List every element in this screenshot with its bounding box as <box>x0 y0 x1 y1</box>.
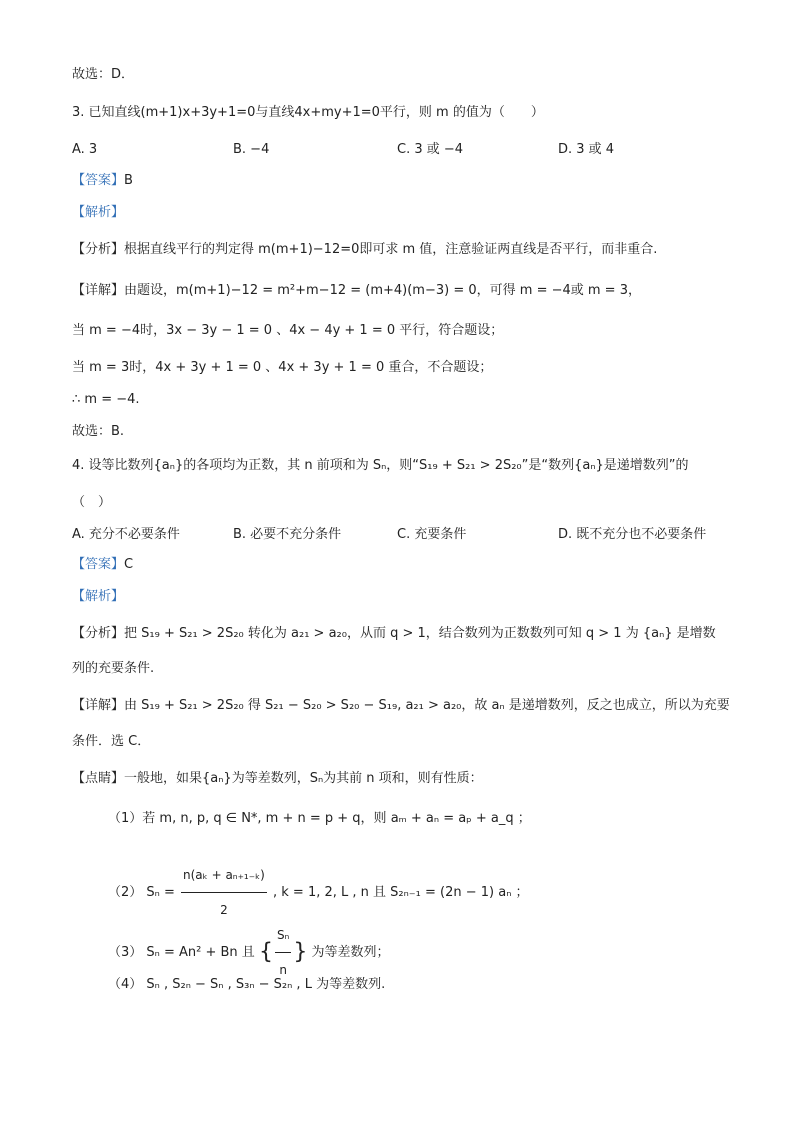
fraction-numerator: n(aₖ + aₙ₊₁₋ₖ) <box>181 858 267 893</box>
q3-answer-row <box>72 172 133 190</box>
fraction-numerator: Sₙ <box>275 918 291 953</box>
question-4-stem-line-1: 4. 设等比数列{aₙ}的各项均为正数，其 n 前项和为 Sₙ，则“S₁₉ + S₂₁ > 2S₂₀”是“数列{aₙ}是递增数列”的 <box>72 458 689 473</box>
q4-xiangjie-row-2: 条件．选 C． <box>72 734 151 749</box>
q4-option-c: C. 充要条件 <box>397 527 467 542</box>
q3-xiangjie-row <box>72 282 641 300</box>
property-2-fraction <box>181 858 267 927</box>
q4-xiangjie-text-1: 由 S₁₉ + S₂₁ > 2S₂₀ 得 S₂₁ − S₂₀ > S₂₀ − S₁₉, a₂₁ > a₂₀，故 aₙ 是递增数列，反之也成立，所以为充要 <box>124 698 730 713</box>
xiangjie-tag: 【详解】 <box>72 283 125 298</box>
q3-fenxi-text: 根据直线平行的判定得 m(m+1)−12=0即可求 m 值，注意验证两直线是否平行，而非重合. <box>124 242 658 257</box>
fenxi-tag: 【分析】 <box>72 626 125 641</box>
answer-tag: 【答案】 <box>72 173 125 188</box>
fraction-denominator: 2 <box>220 903 228 917</box>
q3-fenxi-row <box>72 241 657 259</box>
q3-case-2: 当 m = 3时，4x + 3y + 1 = 0 、4x + 3y + 1 = 0 重合，不合题设； <box>72 360 493 375</box>
q4-xiangjie-row-1 <box>72 697 730 715</box>
q3-choice: 故选：B. <box>72 424 125 439</box>
question-4-stem-line-2: （ ） <box>72 495 112 510</box>
q3-option-b: B. −4 <box>233 142 270 157</box>
property-2-suffix: , k = 1, 2, L , n 且 S₂ₙ₋₁ = (2n − 1) aₙ ； <box>273 885 529 900</box>
q4-fenxi-row-1 <box>72 625 716 643</box>
q3-answer: B <box>124 173 133 188</box>
dianjing-tag: 【点睛】 <box>72 771 125 786</box>
q3-option-c: C. 3 或 −4 <box>397 142 464 157</box>
analysis-tag: 【解析】 <box>72 589 125 604</box>
question-3-stem: 3. 已知直线(m+1)x+3y+1=0与直线4x+my+1=0平行，则 m 的值为（ ） <box>72 105 544 120</box>
q3-xiangjie-text: 由题设，m(m+1)−12 = m²+m−12 = (m+4)(m−3) = 0，可得 m = −4或 m = 3， <box>124 283 641 298</box>
q4-fenxi-text-1: 把 S₁₉ + S₂₁ > 2S₂₀ 转化为 a₂₁ > a₂₀，从而 q > 1，结合数列为正数数列可知 q > 1 为 {aₙ} 是增数 <box>124 626 716 641</box>
property-3-prefix: （3） Sₙ = An² + Bn 且 <box>108 945 255 960</box>
q4-option-d: D. 既不充分也不必要条件 <box>558 527 707 542</box>
property-4: （4） Sₙ , S₂ₙ − Sₙ , S₃ₙ − S₂ₙ , L 为等差数列. <box>108 977 386 992</box>
answer-tag: 【答案】 <box>72 557 125 572</box>
previous-answer-choice: 故选：D． <box>72 67 135 82</box>
property-1: （1）若 m, n, p, q ∈ N*, m + n = p + q，则 aₘ + aₙ = aₚ + a_q ； <box>108 811 531 826</box>
q3-option-d: D. 3 或 4 <box>558 142 615 157</box>
q4-option-a: A. 充分不必要条件 <box>72 527 180 542</box>
q4-dianjing-text: 一般地，如果{aₙ}为等差数列，Sₙ为其前 n 项和，则有性质： <box>124 771 483 786</box>
fraction-denominator: n <box>279 963 287 977</box>
q4-fenxi-row-2: 列的充要条件. <box>72 661 155 676</box>
analysis-tag: 【解析】 <box>72 205 125 220</box>
xiangjie-tag: 【详解】 <box>72 698 125 713</box>
q4-answer-row <box>72 556 133 574</box>
q4-answer: C <box>124 557 134 572</box>
fenxi-tag: 【分析】 <box>72 242 125 257</box>
q3-analysis-heading <box>72 204 124 222</box>
left-brace-icon: { <box>258 939 273 965</box>
q3-case-1: 当 m = −4时，3x − 3y − 1 = 0 、4x − 4y + 1 = 0 平行，符合题设； <box>72 323 504 338</box>
property-2 <box>108 858 529 927</box>
q3-therefore: ∴ m = −4. <box>72 392 140 407</box>
q4-analysis-heading <box>72 588 124 606</box>
q3-option-a: A. 3 <box>72 142 98 157</box>
q4-dianjing-row <box>72 770 483 788</box>
property-2-prefix: （2） Sₙ = <box>108 885 175 900</box>
right-brace-icon: } <box>293 939 308 965</box>
property-3-suffix: 为等差数列； <box>311 945 390 960</box>
q4-option-b: B. 必要不充分条件 <box>233 527 342 542</box>
